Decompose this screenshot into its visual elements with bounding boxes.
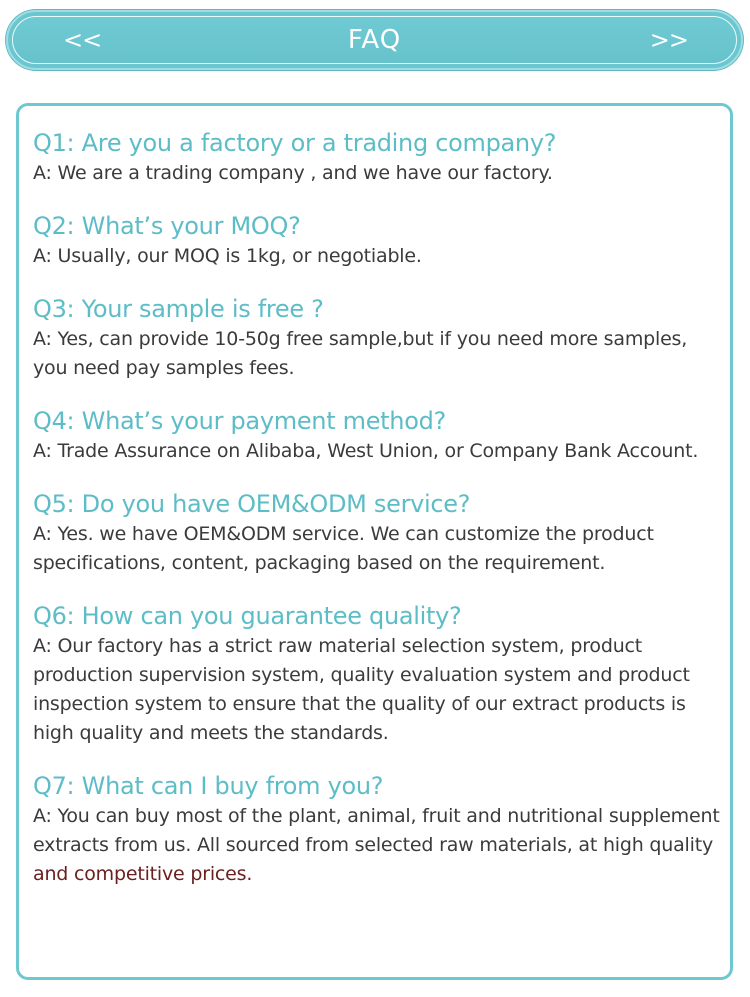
faq-answer: A: Yes. we have OEM&ODM service. We can customize the product specifications, content, packaging based on the requirement. <box>33 523 654 574</box>
faq-item-7 <box>33 771 723 889</box>
next-arrow-button[interactable]: >> <box>649 26 688 54</box>
faq-answer: A: Our factory has a strict raw material selection system, product production supervision system, quality evaluation system and product inspection system to ensure that the quality of our extract products is high quality and meets the standards. <box>33 635 690 744</box>
faq-answer: A: Trade Assurance on Alibaba, West Union, or Company Bank Account. <box>33 440 699 462</box>
faq-answer: A: We are a trading company , and we have our factory. <box>33 162 553 184</box>
faq-answer-text: A: You can buy most of the plant, animal, fruit and nutritional supplement extracts from us. All sourced from selected raw materials, at high quality <box>33 805 720 856</box>
faq-question: Q6: How can you guarantee quality? <box>33 602 462 630</box>
faq-question: Q7: What can I buy from you? <box>33 772 384 800</box>
faq-panel <box>16 103 733 980</box>
faq-question: Q3: Your sample is free ? <box>33 295 324 323</box>
faq-list <box>33 128 723 912</box>
faq-header-inner <box>12 16 737 64</box>
faq-item-2 <box>33 211 723 271</box>
faq-item-1 <box>33 128 723 188</box>
faq-item-3 <box>33 294 723 383</box>
faq-answer-highlight: and competitive prices. <box>33 863 253 885</box>
faq-item-4 <box>33 406 723 466</box>
faq-question: Q4: What’s your payment method? <box>33 407 446 435</box>
faq-answer: A: Yes, can provide 10-50g free sample,but if you need more samples, you need pay samples fees. <box>33 328 688 379</box>
faq-question: Q1: Are you a factory or a trading company? <box>33 129 557 157</box>
faq-question: Q5: Do you have OEM&ODM service? <box>33 490 471 518</box>
page-title: FAQ <box>347 25 402 55</box>
faq-header-bar <box>6 10 743 70</box>
faq-item-6 <box>33 601 723 748</box>
prev-arrow-button[interactable]: << <box>63 26 102 54</box>
faq-answer <box>33 802 723 889</box>
faq-question: Q2: What’s your MOQ? <box>33 212 301 240</box>
faq-item-5 <box>33 489 723 578</box>
faq-answer: A: Usually, our MOQ is 1kg, or negotiable. <box>33 245 422 267</box>
